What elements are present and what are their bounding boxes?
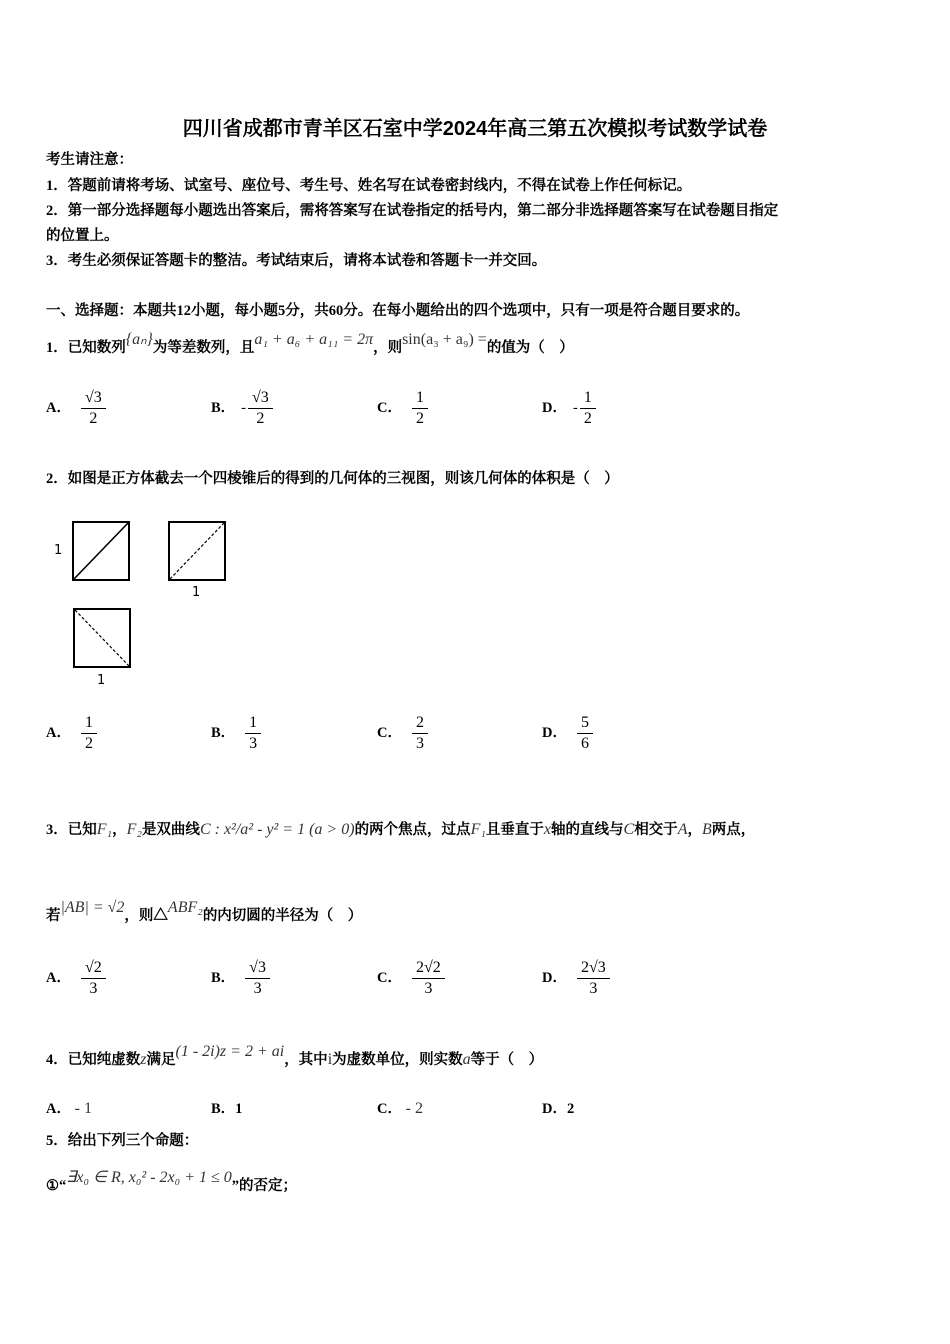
option-value: - 1: [74, 1100, 92, 1117]
q-text: ”的否定；: [231, 1178, 298, 1194]
q-text: 3．已知: [46, 822, 97, 838]
numerator: 1: [580, 388, 596, 409]
q-math: i: [327, 1051, 333, 1068]
q-math: {aₙ}: [125, 331, 153, 348]
q-math: (1 - 2i)z = 2 + ai: [175, 1043, 285, 1060]
option-label: A．: [46, 399, 71, 416]
q-math: A: [677, 821, 688, 838]
option-value: - 2: [405, 1100, 423, 1117]
q2-option-a[interactable]: [46, 713, 97, 754]
q-text: 是双曲线: [141, 822, 200, 838]
option-label: C．: [377, 1101, 402, 1117]
option-label: D．: [542, 399, 567, 416]
q2-option-b[interactable]: [211, 713, 261, 754]
denominator: 3: [253, 980, 262, 997]
q1-option-c[interactable]: [377, 388, 428, 429]
q3-option-d[interactable]: [542, 958, 610, 999]
q-math: ∃x₀ ∈ R, x₀² - 2x₀ + 1 ≤ 0: [66, 1169, 232, 1186]
dimension-label: 1: [97, 673, 106, 688]
q1-option-d[interactable]: [542, 388, 596, 429]
page-title: 四川省成都市青羊区石室中学2024年高三第五次模拟考试数学试卷: [182, 118, 768, 140]
q-text: ，其中: [284, 1052, 328, 1068]
option-label: C．: [377, 399, 402, 416]
q-text: 1．已知数列: [46, 340, 126, 356]
numerator: 1: [412, 388, 428, 409]
q-text: ，则: [373, 340, 403, 356]
q-text: 的值为（ ）: [486, 340, 574, 356]
q-text: 的两个焦点，过点: [354, 822, 471, 838]
numerator: 2: [412, 713, 428, 734]
denominator: 2: [415, 410, 424, 427]
q4-option-b[interactable]: [211, 1097, 242, 1118]
q-math: x: [543, 821, 552, 838]
q-text: ①“: [46, 1178, 67, 1194]
denominator: 3: [424, 980, 433, 997]
option-label: C．: [377, 724, 402, 741]
q-text: 若: [46, 908, 61, 924]
numerator: 5: [577, 713, 593, 734]
q-text: 为等差数列，且: [152, 340, 255, 356]
q-math: C : x²/a² - y² = 1 (a > 0): [199, 821, 355, 838]
numerator: √3: [245, 958, 270, 979]
front-view: [72, 521, 130, 581]
q4-option-d[interactable]: [542, 1097, 574, 1118]
question-1: [46, 331, 574, 358]
q-text: 相交于: [634, 822, 678, 838]
option-label: D．: [542, 724, 567, 741]
q1-option-b[interactable]: [211, 388, 273, 429]
notice-item: 1．答题前请将考场、试室号、座位号、考生号、姓名写在试卷密封线内，不得在试卷上作任何标记。: [46, 178, 692, 194]
q4-option-a[interactable]: [46, 1097, 92, 1118]
q-math: sin(a₃ + a₉) =: [402, 331, 487, 348]
numerator: 2√3: [577, 958, 610, 979]
q-math: C: [623, 821, 635, 838]
denominator: 3: [589, 980, 598, 997]
q-text: 4．已知纯虚数: [46, 1052, 141, 1068]
notice-item: 的位置上。: [46, 228, 119, 244]
question-3-line-1: [46, 820, 755, 840]
option-label: A．: [46, 724, 71, 741]
numerator: √3: [248, 388, 273, 409]
notice-item: 2．第一部分选择题每小题选出答案后，需将答案写在试卷指定的括号内，第二部分非选择题答案写在试卷题目指定: [46, 203, 779, 219]
q-text: ，: [687, 822, 702, 838]
q-math: |AB| = √2: [60, 899, 125, 916]
q-text: ，: [112, 822, 127, 838]
side-view: [168, 521, 226, 581]
q1-option-a[interactable]: [46, 388, 106, 429]
q4-option-c[interactable]: [377, 1097, 423, 1118]
denominator: 6: [580, 735, 589, 752]
q-text: 的内切圆的半径为（ ）: [202, 908, 363, 924]
q3-option-b[interactable]: [211, 958, 270, 999]
denominator: 3: [249, 735, 258, 752]
q-math: F₂: [126, 821, 142, 838]
dimension-label: 1: [54, 543, 63, 558]
top-view: [73, 608, 131, 668]
q-text: 满足: [146, 1052, 176, 1068]
option-label: B．: [211, 969, 236, 986]
option-value: 1: [235, 1101, 243, 1117]
denominator: 2: [84, 735, 93, 752]
q3-option-c[interactable]: [377, 958, 445, 999]
q-math: F₁: [470, 821, 486, 838]
denominator: 3: [89, 980, 98, 997]
q2-option-c[interactable]: [377, 713, 428, 754]
q-math: B: [701, 821, 712, 838]
option-label: B．: [211, 399, 236, 416]
q-math: F₁: [96, 821, 113, 838]
q2-option-d[interactable]: [542, 713, 593, 754]
question-2: 2．如图是正方体截去一个四棱锥后的得到的几何体的三视图，则该几何体的体积是（ ）: [46, 471, 619, 487]
q-math: a₁ + a₆ + a₁₁ = 2π: [254, 331, 374, 348]
section-heading: 一、选择题：本题共12小题，每小题5分，共60分。在每小题给出的四个选项中，只有一项是符合题目要求的。: [46, 303, 750, 319]
option-label: C．: [377, 969, 402, 986]
option-label: B．: [211, 1101, 236, 1117]
question-3-line-2: [46, 899, 363, 926]
numerator: √2: [81, 958, 106, 979]
option-label: A．: [46, 969, 71, 986]
sign: -: [241, 399, 247, 416]
sign: -: [572, 399, 578, 416]
option-value: 2: [566, 1101, 575, 1117]
option-label: A．: [46, 1101, 71, 1117]
denominator: 3: [415, 735, 424, 752]
q-text: ，则△: [124, 908, 168, 924]
q-text: 等于（ ）: [470, 1052, 544, 1068]
option-label: B．: [211, 724, 236, 741]
q-text: 为虚数单位，则实数: [332, 1052, 463, 1068]
notice-heading: 考生请注意：: [46, 152, 133, 168]
denominator: 2: [583, 410, 592, 427]
q-text: 两点，: [711, 822, 756, 838]
q-math: ABF₂: [167, 899, 203, 916]
q-math: a: [462, 1051, 471, 1068]
option-label: D．: [542, 1101, 567, 1117]
denominator: 2: [89, 410, 98, 427]
numerator: 1: [81, 713, 97, 734]
q-text: 轴的直线与: [551, 822, 624, 838]
q5-item-1: [46, 1169, 298, 1196]
q-math: z: [140, 1051, 147, 1068]
numerator: √3: [81, 388, 106, 409]
numerator: 2√2: [412, 958, 445, 979]
q-text: 且垂直于: [485, 822, 544, 838]
option-label: D．: [542, 969, 567, 986]
question-5: 5．给出下列三个命题：: [46, 1133, 199, 1149]
denominator: 2: [256, 410, 265, 427]
dimension-label: 1: [192, 585, 201, 600]
numerator: 1: [245, 713, 261, 734]
notice-item: 3．考生必须保证答题卡的整洁。考试结束后，请将本试卷和答题卡一并交回。: [46, 253, 547, 269]
q3-option-a[interactable]: [46, 958, 106, 999]
question-4: [46, 1043, 544, 1070]
